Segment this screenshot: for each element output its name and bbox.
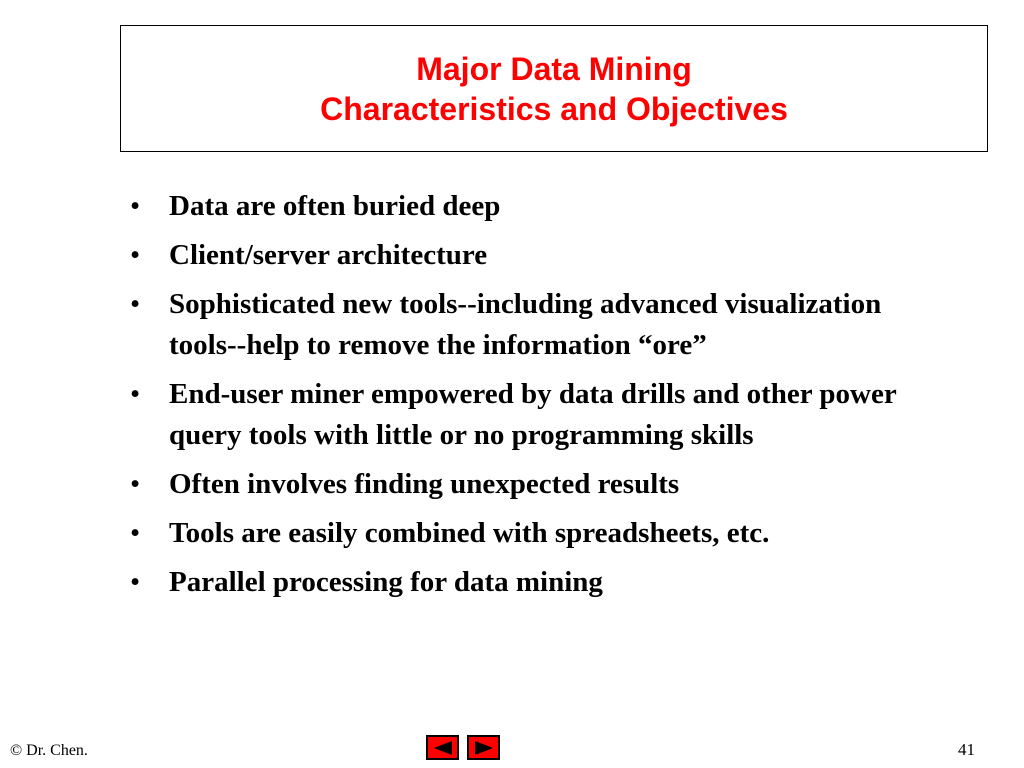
- bullet-marker: •: [130, 566, 141, 598]
- bullet-text: Sophisticated new tools--including advanced visualization tools--help to remove the information “ore”: [169, 288, 882, 361]
- page-number: 41: [958, 740, 975, 759]
- bullet-text: Data are often buried deep: [169, 190, 501, 222]
- slide-title-line-1: Major Data Mining: [416, 50, 692, 87]
- footer-copyright: © Dr. Chen.: [10, 742, 88, 759]
- bullet-text: Client/server architecture: [169, 239, 488, 271]
- slide-navigation: [426, 735, 500, 760]
- bullet-list: [130, 186, 950, 611]
- bullet-text: Parallel processing for data mining: [169, 566, 603, 598]
- right-triangle-icon: [473, 740, 495, 756]
- bullet-item: [130, 464, 950, 505]
- slide-title-box: [120, 25, 988, 152]
- slide-title-line-2: Characteristics and Objectives: [320, 90, 788, 127]
- bullet-text: End-user miner empowered by data drills and other power query tools with little or no programming skills: [169, 378, 897, 451]
- bullet-marker: •: [130, 378, 141, 410]
- bullet-item: [130, 562, 950, 603]
- bullet-text: Often involves finding unexpected results: [169, 468, 680, 500]
- next-slide-button[interactable]: [467, 735, 500, 760]
- previous-slide-button[interactable]: [426, 735, 459, 760]
- left-triangle-icon: [432, 740, 454, 756]
- bullet-marker: •: [130, 239, 141, 271]
- bullet-item: [130, 284, 950, 366]
- bullet-item: [130, 235, 950, 276]
- bullet-text: Tools are easily combined with spreadsheets, etc.: [169, 517, 770, 549]
- bullet-marker: •: [130, 517, 141, 549]
- bullet-marker: •: [130, 468, 141, 500]
- bullet-marker: •: [130, 190, 141, 222]
- bullet-item: [130, 186, 950, 227]
- bullet-marker: •: [130, 288, 141, 320]
- bullet-item: [130, 513, 950, 554]
- bullet-item: [130, 374, 950, 456]
